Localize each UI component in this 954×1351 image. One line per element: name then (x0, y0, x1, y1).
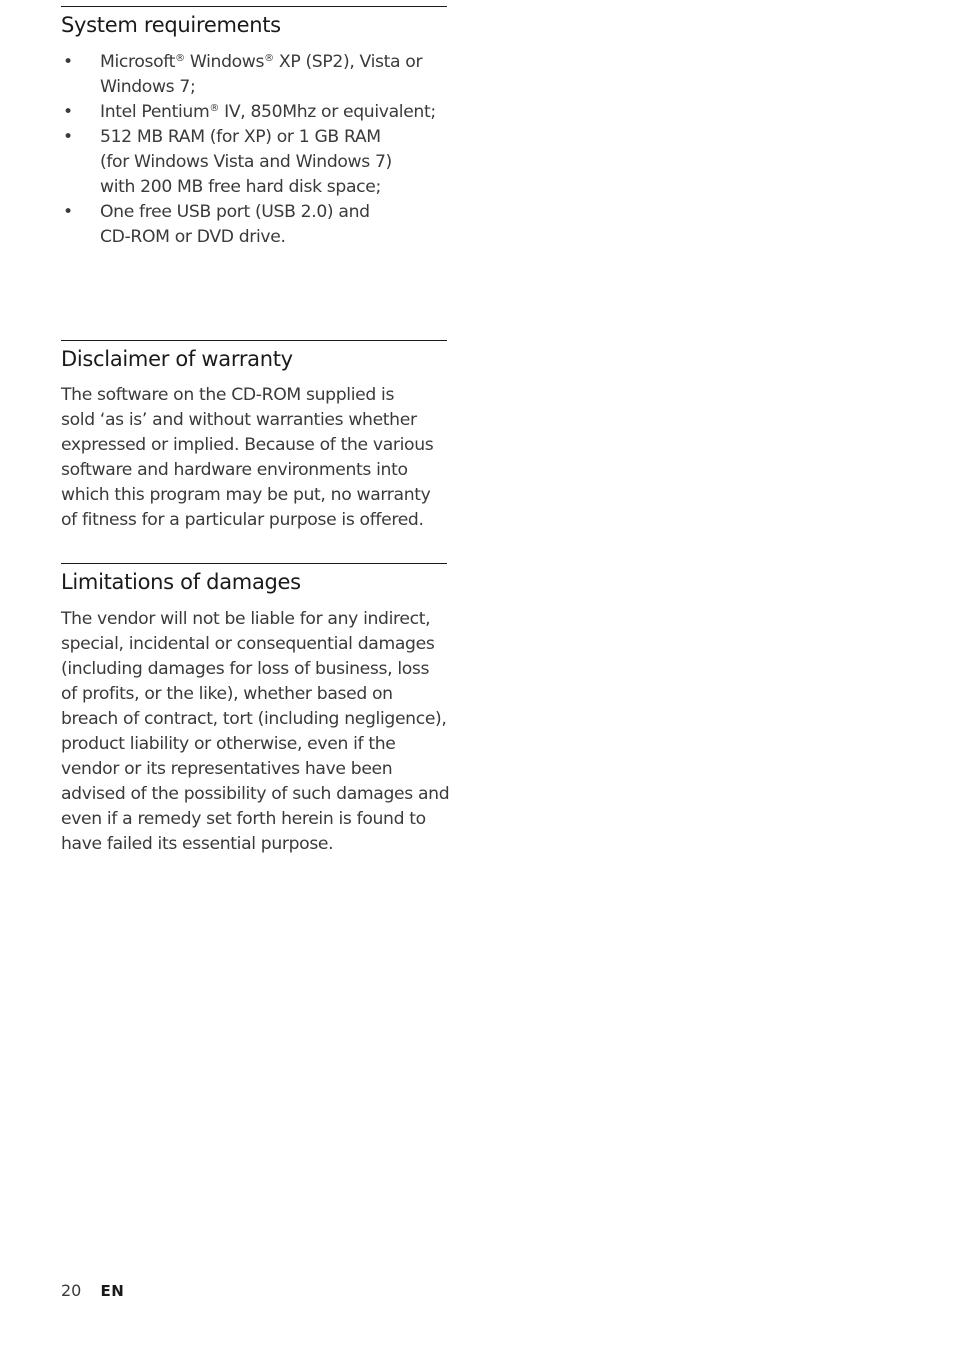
list-line: (for Windows Vista and Windows 7) (100, 152, 392, 172)
paragraph-line: software and hardware environments into (61, 460, 408, 480)
paragraph-line: product liability or otherwise, even if the (61, 734, 396, 754)
disclaimer-section (61, 340, 447, 533)
paragraph-line: expressed or implied. Because of the various (61, 435, 434, 455)
list-line: Microsoft® Windows® XP (SP2), Vista or (100, 52, 423, 72)
paragraph-line: of fitness for a particular purpose is offered. (61, 510, 424, 530)
paragraph-line: of profits, or the like), whether based on (61, 684, 393, 704)
list-item (61, 50, 447, 100)
list-line: CD-ROM or DVD drive. (100, 227, 286, 247)
list-line: Intel Pentium® IV, 850Mhz or equivalent; (100, 102, 436, 122)
list-item (61, 100, 447, 125)
paragraph-line: which this program may be put, no warranty (61, 485, 431, 505)
paragraph-line: special, incidental or consequential damages (61, 634, 435, 654)
section-title: Limitations of damages (61, 570, 301, 594)
section-title: System requirements (61, 13, 281, 37)
paragraph-line: breach of contract, tort (including negligence), (61, 709, 447, 729)
limitations-section (61, 563, 450, 857)
bullet-icon: • (63, 127, 73, 147)
list-item (61, 125, 447, 200)
requirements-list (61, 50, 447, 250)
paragraph-line: advised of the possibility of such damages and (61, 784, 450, 804)
bullet-icon: • (63, 52, 73, 72)
paragraph-line: even if a remedy set forth herein is found to (61, 809, 426, 829)
page-number: 20 (61, 1281, 82, 1300)
bullet-icon: • (63, 102, 73, 122)
paragraph-line: vendor or its representatives have been (61, 759, 393, 779)
paragraph-line: The software on the CD-ROM supplied is (61, 385, 395, 405)
list-line: with 200 MB free hard disk space; (100, 177, 381, 197)
list-line: 512 MB RAM (for XP) or 1 GB RAM (100, 127, 381, 147)
page-footer (61, 1280, 124, 1302)
limitations-paragraph (61, 607, 450, 857)
paragraph-line: sold ‘as is’ and without warranties whether (61, 410, 417, 430)
system-requirements-section (61, 6, 447, 250)
paragraph-line: have failed its essential purpose. (61, 834, 334, 854)
list-line: One free USB port (USB 2.0) and (100, 202, 370, 222)
paragraph-line: The vendor will not be liable for any indirect, (61, 609, 431, 629)
section-title: Disclaimer of warranty (61, 347, 293, 371)
list-item (61, 200, 447, 250)
bullet-icon: • (63, 202, 73, 222)
disclaimer-paragraph (61, 383, 447, 533)
list-line: Windows 7; (100, 77, 196, 97)
paragraph-line: (including damages for loss of business, loss (61, 659, 430, 679)
language-label: EN (100, 1282, 125, 1300)
